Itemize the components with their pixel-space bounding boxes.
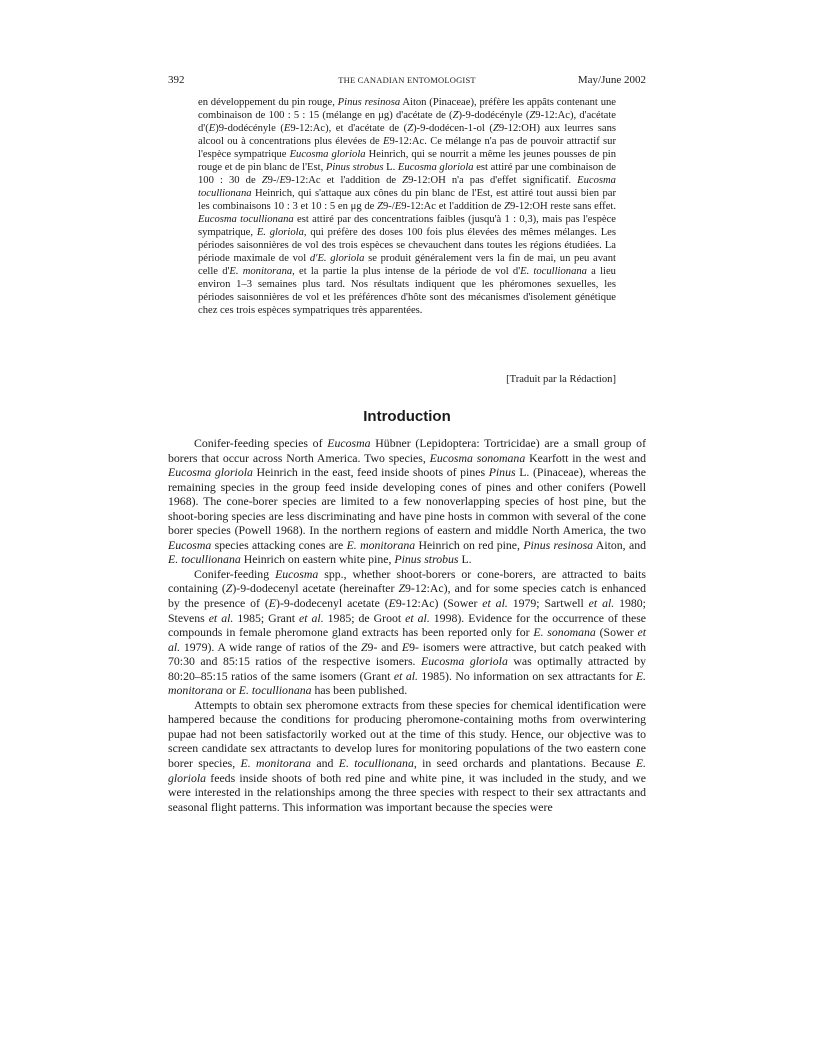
text-run: L. bbox=[383, 162, 398, 173]
text-run: se produit généralement vers la fin de mai, un peu avant celle d' bbox=[198, 253, 616, 277]
text-run: 1985; Grant bbox=[233, 610, 300, 625]
italic-run: Pinus resinosa bbox=[337, 97, 401, 108]
italic-run: Pinus strobus bbox=[394, 552, 459, 567]
text-run: Heinrich in the east, feed inside shoots of pines bbox=[252, 465, 489, 480]
text-run: was optimally attracted by 80:20–85:15 ratios of the same isomers (Grant bbox=[168, 654, 647, 683]
page-number: 392 bbox=[168, 74, 185, 86]
text-run: Kearfott in the west and bbox=[525, 450, 646, 465]
text-run: 9-12:Ac) (Sower bbox=[395, 596, 483, 611]
text-run: 9-12:OH reste sans effet. bbox=[510, 201, 616, 212]
text-run: Attempts to obtain sex pheromone extracts from these species for chemical identification were hampered because the conditions for producing pheromone-containing moths from overwintering pupae had not been satisfactorily worked out at the time of this study. Hence, our objective was to screen candidate sex attractants to develop lures for monitoring populations of the two eastern cone borer species, bbox=[168, 697, 646, 771]
text-run: Heinrich, qui se nourrit a même les jeunes pousses de pin rouge et de pin blanc de l'Est, bbox=[198, 149, 616, 173]
introduction-body bbox=[168, 436, 646, 814]
italic-run: E. tocullionana bbox=[520, 266, 587, 277]
text-run: 1985; de Groot bbox=[323, 610, 406, 625]
text-run: has been published. bbox=[311, 683, 408, 698]
issue-date: May/June 2002 bbox=[577, 74, 646, 86]
text-run: Heinrich, qui s'attaque aux cônes du pin blanc de l'Est, est attiré tout aussi bien par les combinaisons 10 : 3 et 10 : 5 en μg de bbox=[198, 188, 616, 212]
text-run: , et la partie la plus intense de la période de vol d' bbox=[292, 266, 521, 277]
text-run: 9-12:Ac), d'acétate d'( bbox=[198, 110, 616, 134]
italic-run: E bbox=[283, 123, 291, 134]
italic-run: Z bbox=[225, 581, 233, 596]
abstract-paragraph bbox=[198, 96, 616, 317]
text-run: L. (Pinaceae), whereas the remaining species in the group feed inside developing cones of pines and other conifers (Powell 1968). The cone-borer species are limited to a few nonoverlapping species of host pine, but the shoot-boring species are less discriminating and have pine hosts in common with several of the cone borer species (Powell 1968). In the northern regions of eastern and middle North America, the two bbox=[168, 465, 647, 538]
text-run: 9-/ bbox=[383, 201, 395, 212]
italic-run: et al. bbox=[299, 610, 324, 625]
italic-run: E. monitorana bbox=[346, 537, 416, 552]
text-run: a lieu environ 1–3 semaines plus tard. Nos résultats indiquent que les phéromones sexuelles, les périodes saisonnières de vol et les préférences d'hôte sont des mécanismes d'isolement génétique chez ces trois espèces sympatriques très apparentées. bbox=[198, 266, 616, 316]
text-run: 9-12:OH n'a pas d'effet significatif. bbox=[408, 175, 578, 186]
text-run: 9-12:Ac), et d'acétate de ( bbox=[290, 123, 408, 134]
text-run: 1985). No information on sex attractants for bbox=[417, 668, 636, 683]
italic-run: Pinus strobus bbox=[325, 162, 384, 173]
text-run: 1979). A wide range of ratios of the bbox=[180, 639, 361, 654]
italic-run: Z bbox=[504, 201, 511, 212]
text-run: 9-12:Ac et l'addition de bbox=[285, 175, 403, 186]
body-paragraph bbox=[168, 436, 646, 567]
text-run: )-9-dodecenyl acetate (hereinafter bbox=[232, 581, 399, 596]
italic-run: E. monitorana bbox=[229, 266, 293, 277]
italic-run: E. monitorana bbox=[168, 668, 646, 698]
text-run: Heinrich on red pine, bbox=[415, 537, 524, 552]
italic-run: Eucosma bbox=[168, 537, 212, 552]
text-run: spp., whether shoot-borers or cone-borers, are attracted to baits containing ( bbox=[168, 566, 646, 596]
italic-run: d'E. gloriola bbox=[309, 253, 365, 264]
italic-run: Z bbox=[377, 201, 383, 212]
italic-run: Z bbox=[360, 639, 368, 654]
italic-run: E. gloriola bbox=[256, 227, 304, 238]
text-run: )9-dodécényle ( bbox=[215, 123, 284, 134]
section-heading: Introduction bbox=[363, 408, 451, 425]
italic-run: E bbox=[383, 136, 390, 147]
text-run: 9- and bbox=[367, 639, 402, 654]
italic-run: Eucosma gloriola bbox=[397, 162, 474, 173]
text-run: )-9-dodécényle ( bbox=[458, 110, 530, 121]
italic-run: et al. bbox=[168, 625, 646, 654]
text-run: (Sower bbox=[595, 625, 638, 640]
french-abstract bbox=[198, 96, 616, 317]
italic-run: Eucosma bbox=[275, 566, 319, 581]
italic-run: E bbox=[388, 596, 396, 611]
italic-run: Z bbox=[452, 110, 459, 121]
text-run: 9-12:Ac. Ce mélange n'a pas de pouvoir attractif sur l'espèce sympatrique bbox=[198, 136, 616, 160]
text-run: 1998). Evidence for the occurrence of these compounds in female pheromone gland extracts has been reported only for bbox=[168, 610, 647, 640]
text-run: en développement du pin rouge, bbox=[198, 97, 338, 108]
italic-run: E. monitorana bbox=[240, 756, 312, 771]
italic-run: Pinus bbox=[488, 465, 516, 480]
body-paragraph bbox=[168, 698, 646, 814]
text-run: L. bbox=[458, 552, 472, 567]
italic-run: Eucosma gloriola bbox=[421, 654, 508, 669]
italic-run: E bbox=[208, 123, 216, 134]
text-run: )-9-dodecenyl acetate ( bbox=[276, 596, 389, 611]
italic-run: Eucosma gloriola bbox=[289, 149, 366, 160]
text-run: 9-12:OH) aux leurres sans alcool ou à concentrations plus élevées de bbox=[198, 123, 617, 147]
italic-run: Z bbox=[261, 175, 268, 186]
text-run: 9- isomers were attractive, but catch peaked with 70:30 and 85:15 ratios of the respective isomers. bbox=[168, 639, 646, 669]
italic-run: Eucosma tocullionana bbox=[198, 214, 294, 225]
italic-run: et al. bbox=[588, 596, 615, 611]
italic-run: E. tocullionana bbox=[238, 683, 312, 698]
italic-run: Eucosma gloriola bbox=[168, 465, 253, 480]
italic-run: E. tocullionana bbox=[338, 756, 414, 771]
italic-run: E bbox=[268, 596, 277, 611]
body-paragraph bbox=[168, 567, 646, 698]
italic-run: E. tocullionana bbox=[168, 552, 241, 567]
text-run: 1980; Stevens bbox=[168, 596, 646, 625]
italic-run: E bbox=[401, 639, 410, 654]
journal-name: THE CANADIAN ENTOMOLOGIST bbox=[338, 75, 476, 85]
text-run: or bbox=[223, 683, 239, 698]
text-run: , in seed orchards and plantations. Because bbox=[413, 756, 636, 771]
text-run: Heinrich on eastern white pine, bbox=[240, 552, 395, 567]
italic-run: E bbox=[394, 201, 402, 212]
italic-run: E. sonomana bbox=[533, 625, 596, 640]
text-run: , qui préfère des doses 100 fois plus élevées des mêmes mélanges. Les périodes saisonnières de vol des trois espèces se chevauchent dans toutes les régions étudiées. La période maximale de vol bbox=[198, 227, 616, 264]
italic-run: E bbox=[279, 175, 286, 186]
italic-run: Z bbox=[407, 123, 414, 134]
text-run: 9-/ bbox=[267, 175, 280, 186]
italic-run: et al. bbox=[393, 668, 418, 683]
running-header bbox=[168, 74, 646, 90]
text-run: species attacking cones are bbox=[211, 537, 347, 552]
italic-run: E. gloriola bbox=[168, 756, 646, 785]
italic-run: Eucosma tocullionana bbox=[198, 175, 616, 199]
text-run: 9-12:Ac et l'addition de bbox=[401, 201, 505, 212]
italic-run: Z bbox=[529, 110, 536, 121]
text-run: )-9-dodécen-1-ol ( bbox=[413, 123, 493, 134]
italic-run: et al. bbox=[482, 596, 508, 611]
text-run: Conifer-feeding bbox=[194, 566, 276, 581]
italic-run: et al. bbox=[208, 610, 234, 625]
italic-run: Eucosma bbox=[327, 436, 371, 450]
italic-run: et al. bbox=[405, 610, 430, 625]
italic-run: Z bbox=[398, 581, 406, 596]
text-run: Hübner (Lepidoptera: Tortricidae) are a small group of borers that occur across North America. Two species, bbox=[168, 436, 647, 465]
italic-run: Eucosma sonomana bbox=[429, 450, 526, 465]
text-run: 1979; Sartwell bbox=[507, 596, 589, 611]
text-run: est attiré par une combinaison de 100 : 30 de bbox=[198, 162, 616, 186]
translation-note: [Traduit par la Rédaction] bbox=[506, 374, 616, 385]
text-run: feeds inside shoots of both red pine and white pine, it was included in the study, and we were interested in the relationships among the three species with respect to their sex attractants and seasonal flight patterns. This information was important because the species were bbox=[168, 770, 646, 814]
text-run: est attiré par des concentrations faibles (jusqu'à 1 : 0,3), mais pas l'espèce sympatrique, bbox=[198, 214, 616, 238]
text-run: Aiton (Pinaceae), préfère les appâts contenant une combinaison de 100 : 5 : 15 (mélange en μg) d'acétate de ( bbox=[198, 97, 616, 121]
italic-run: Z bbox=[402, 175, 409, 186]
italic-run: Pinus resinosa bbox=[523, 537, 594, 552]
text-run: 9-12:Ac), and for some species catch is enhanced by the presence of ( bbox=[168, 581, 646, 611]
text-run: and bbox=[311, 756, 339, 771]
italic-run: Z bbox=[492, 123, 499, 134]
text-run: Conifer-feeding species of bbox=[194, 436, 328, 450]
text-run: Aiton, and bbox=[593, 537, 647, 552]
